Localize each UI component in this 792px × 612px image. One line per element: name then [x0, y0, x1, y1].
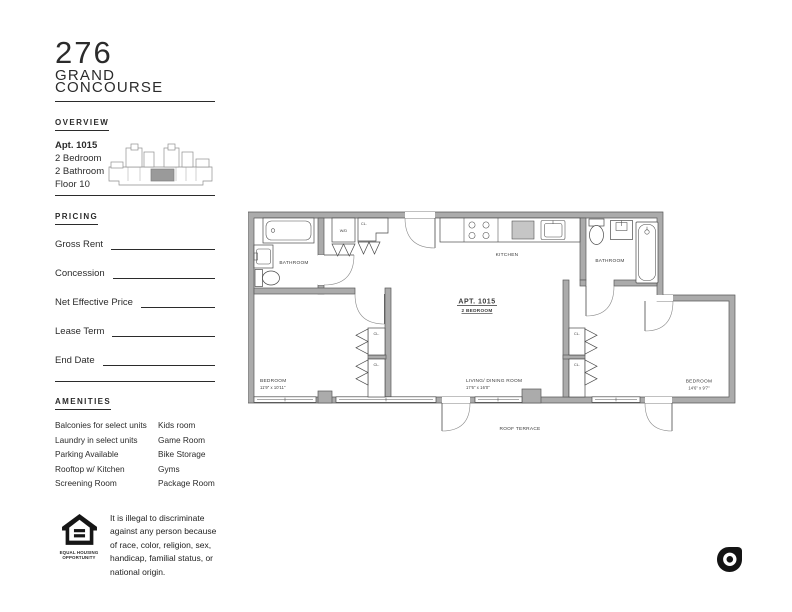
pricing-label: Gross Rent [55, 239, 104, 250]
entry-door [405, 218, 435, 248]
closet-label: CL. [373, 363, 380, 367]
terrace-door-opening [645, 397, 672, 403]
room-label-kitchen: KITCHEN [495, 253, 519, 258]
room-label-bedroom: BEDROOM [260, 379, 287, 384]
window [336, 397, 436, 403]
pricing-row [55, 296, 215, 308]
door-opening [318, 255, 324, 285]
bedroom-door [645, 301, 673, 331]
kitchen-counter [440, 218, 580, 242]
overview-item: Floor 10 [55, 179, 90, 190]
bathroom-door [324, 255, 354, 285]
overview-apt: Apt. 1015 [55, 140, 98, 151]
amenity: Screening Room [55, 478, 117, 488]
closet [356, 328, 385, 355]
window [254, 397, 316, 403]
amenity: Balconies for select units [55, 420, 147, 430]
room-label-wd: W/D [339, 229, 348, 233]
closet [356, 359, 385, 397]
apt-type-label: 2 BEDROOM [461, 307, 493, 313]
terrace-door-opening [442, 397, 470, 403]
equal-housing-label: EQUAL HOUSING OPPORTUNITY [59, 551, 99, 561]
window [592, 397, 640, 403]
pricing-row [55, 238, 215, 250]
wall [368, 355, 386, 359]
room-label-living: LIVING/ DINING ROOM [466, 379, 523, 384]
door-opening [645, 295, 673, 301]
overview-heading: OVERVIEW [55, 118, 109, 131]
pricing-label: Lease Term [55, 326, 105, 337]
toilet-icon [255, 270, 280, 287]
floorplan-drawing [248, 205, 740, 440]
wall [563, 355, 585, 359]
overview-item: 2 Bathroom [55, 166, 105, 177]
amenity: Kids room [158, 420, 196, 430]
divider [55, 195, 215, 196]
room-dims: 17'6" x 16'0" [466, 385, 490, 390]
room-dims: 11'9" x 10'11" [260, 385, 286, 390]
brand-line2: CONCOURSE [55, 79, 164, 96]
divider [55, 101, 215, 102]
room-label-bedroom: BEDROOM [685, 379, 713, 385]
fair-housing-disclaimer: It is illegal to discriminate against any person because of race, color, religion, sex, handicap, familial status, or national origin. [110, 513, 217, 577]
building-keyplan [106, 141, 215, 190]
amenity: Rooftop w/ Kitchen [55, 463, 125, 474]
fill-in-line [111, 238, 215, 250]
pricing-label: Concession [55, 268, 105, 279]
closet-label: CL. [574, 363, 580, 367]
room-label-bathroom: BATHROOM [595, 259, 625, 264]
bathroom-door [586, 286, 614, 316]
equal-housing-icon [61, 513, 98, 548]
pricing-row [55, 325, 215, 337]
brand-mark-icon [714, 544, 744, 576]
terrace-door [442, 403, 470, 431]
window [475, 397, 522, 403]
amenity: Gyms [158, 463, 180, 474]
room-dims: 14'6" x 9'7" [688, 385, 710, 391]
wall [385, 288, 391, 397]
divider [55, 381, 215, 382]
pricing-row [55, 267, 215, 279]
amenities-heading: AMENITIES [55, 397, 111, 410]
amenity: Package Room [158, 478, 215, 488]
brand-number: 276 [55, 35, 113, 70]
fill-in-line [103, 354, 215, 366]
brand-line1: GRAND [55, 67, 116, 84]
pricing-label: End Date [55, 355, 95, 366]
bathtub-icon [636, 222, 658, 283]
wall-pier [318, 391, 332, 403]
highlighted-unit [151, 169, 174, 181]
amenities-col1 [55, 418, 147, 491]
fill-in-line [141, 296, 215, 308]
bathtub-icon [263, 218, 314, 243]
sink-icon [611, 221, 633, 240]
amenities-col2 [158, 418, 215, 491]
terrace-door [645, 403, 672, 431]
room-label-bathroom: BATHROOM [279, 261, 309, 266]
bedroom-door [355, 294, 385, 324]
wall [580, 280, 586, 286]
pricing-heading: PRICING [55, 212, 98, 225]
closet-label: CL. [574, 332, 580, 336]
sink-icon [254, 245, 273, 268]
fill-in-line [112, 325, 215, 337]
closet-label: CL. [361, 222, 367, 226]
washer-dryer [332, 218, 355, 256]
fill-in-line [113, 267, 215, 279]
pricing-row [55, 354, 215, 366]
brand-logo [55, 35, 164, 96]
amenity: Parking Available [55, 449, 119, 459]
wall [318, 218, 324, 255]
counter-block [512, 221, 534, 239]
amenity: Game Room [158, 434, 206, 445]
closet-label: CL. [373, 332, 380, 336]
wall [254, 288, 355, 294]
pricing-label: Net Effective Price [55, 297, 133, 308]
entry-opening [405, 212, 435, 218]
amenity: Laundry in select units [55, 434, 138, 445]
wall-pier [522, 389, 541, 403]
terrace-label: ROOF TERRACE [499, 427, 541, 432]
toilet-icon [589, 219, 604, 245]
amenity: Bike Storage [158, 449, 206, 459]
wall [580, 218, 586, 280]
overview-item: 2 Bedroom [55, 153, 102, 164]
apt-number-label: APT. 1015 [458, 298, 496, 306]
wall [563, 280, 569, 397]
